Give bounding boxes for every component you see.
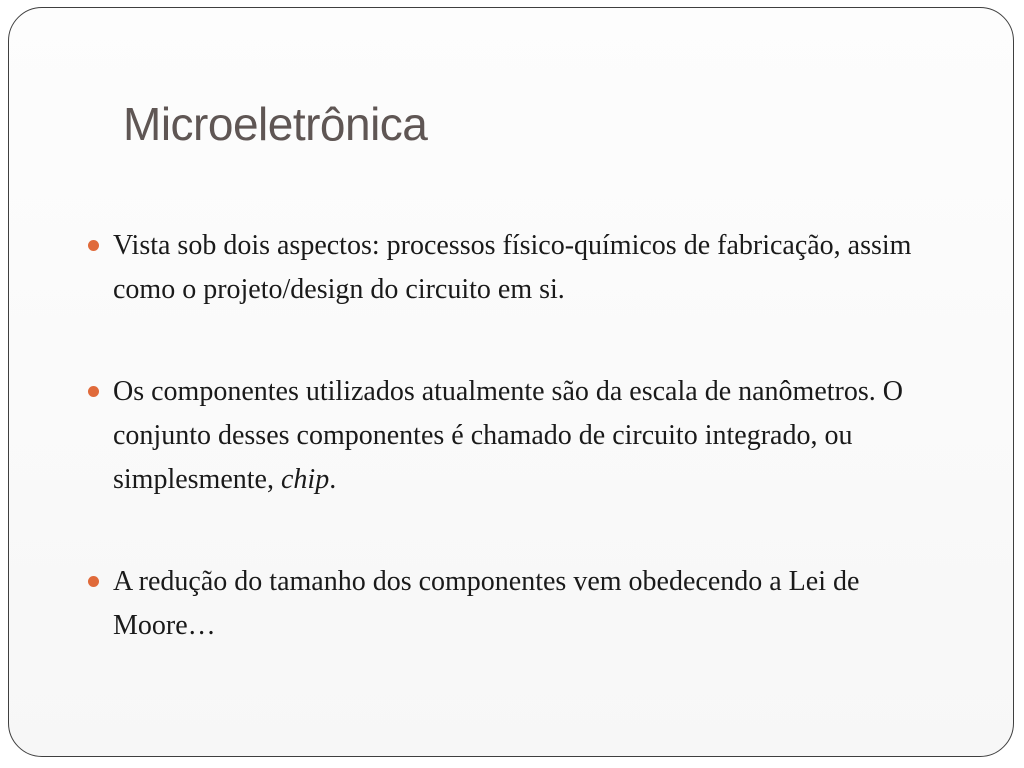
bullet-text (113, 376, 903, 495)
slide-frame (8, 7, 1014, 757)
bullet-emphasis-chip: chip (280, 464, 330, 495)
bullet-dot-icon (88, 576, 99, 587)
bullet-item (113, 560, 933, 648)
bullet-item (113, 370, 933, 502)
slide-title: Microeletrônica (123, 98, 428, 150)
bullet-text-end: . (329, 464, 337, 495)
bullet-text-part: Os componentes utilizados atualmente são da escala de nanômetros. O conjunto desses componentes é chamado de circuito integrado, ou simplesmente, (113, 376, 903, 495)
bullet-list (113, 224, 933, 648)
bullet-item (113, 224, 933, 312)
bullet-text: Vista sob dois aspectos: processos físico-químicos de fabricação, assim como o projeto/design do circuito em si. (113, 230, 912, 305)
bullet-dot-icon (88, 386, 99, 397)
bullet-dot-icon (88, 240, 99, 251)
bullet-text: A redução do tamanho dos componentes vem obedecendo a Lei de Moore… (113, 566, 860, 641)
